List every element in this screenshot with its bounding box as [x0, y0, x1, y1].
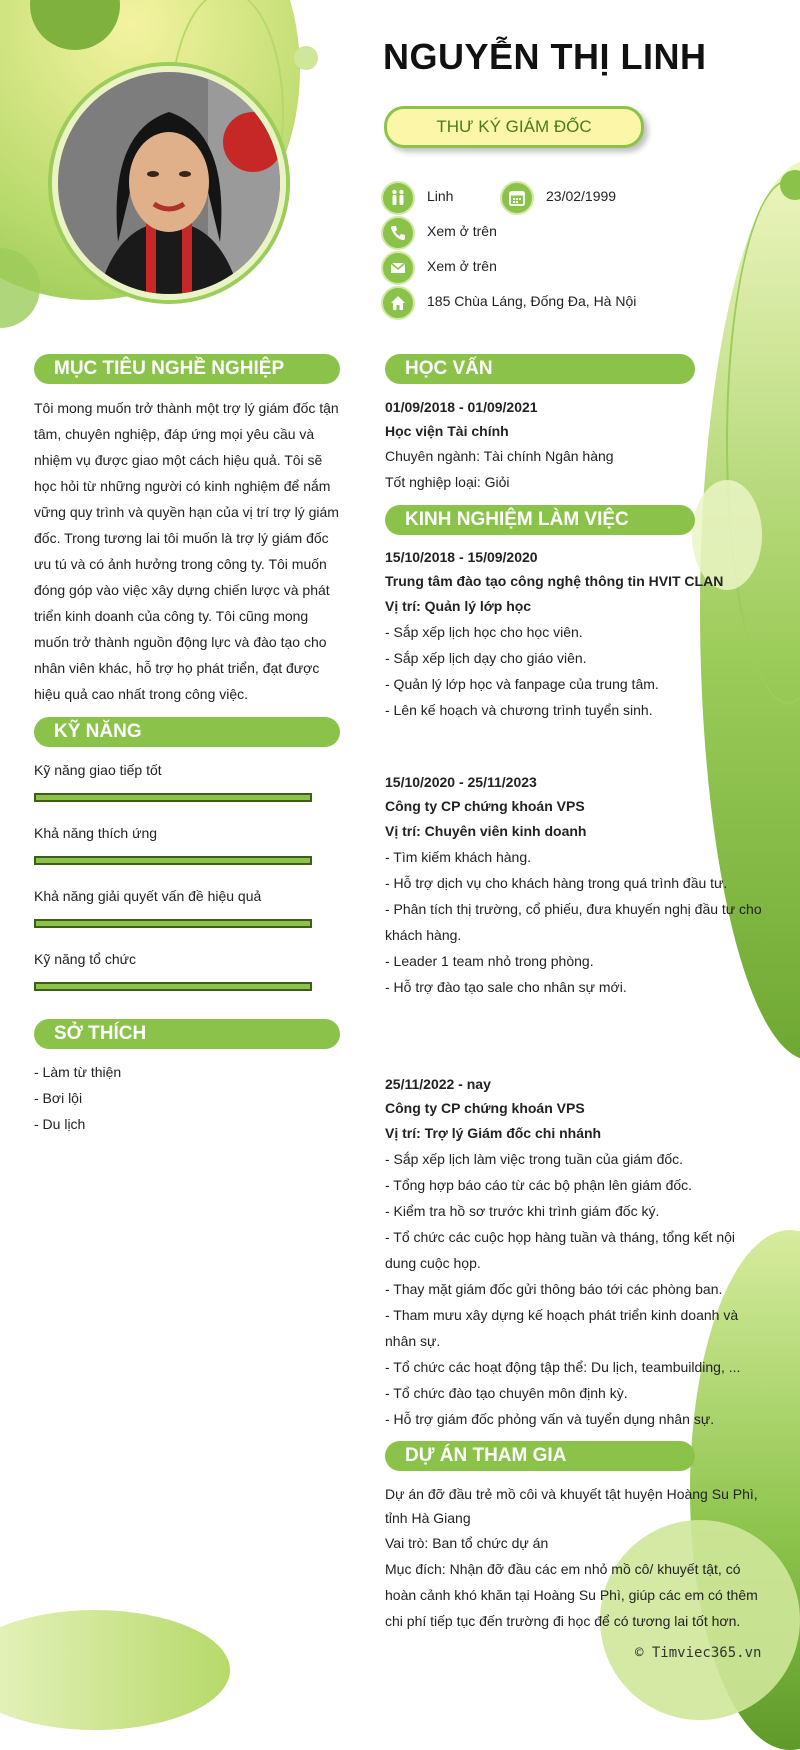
skill-label: Khả năng giải quyết vấn đề hiệu quả [34, 888, 262, 904]
job-position: Vị trí: Quản lý lớp học [385, 598, 532, 614]
job-duty: - Sắp xếp lịch làm việc trong tuần của giám đốc. [385, 1151, 684, 1167]
address-text: 185 Chùa Láng, Đống Đa, Hà Nội [427, 293, 637, 309]
job-period: 25/11/2022 - nay [385, 1076, 491, 1092]
education-period: 01/09/2018 - 01/09/2021 [385, 399, 538, 415]
education-heading: HỌC VẤN [385, 354, 695, 384]
objective-text [34, 395, 354, 707]
skills-heading: KỸ NĂNG [34, 717, 340, 747]
home-icon [381, 286, 415, 320]
job-position: Vị trí: Trợ lý Giám đốc chi nhánh [385, 1125, 602, 1141]
hobbies-heading: SỞ THÍCH [34, 1019, 340, 1049]
job-duty: - Hỗ trợ giám đốc phỏng vấn và tuyển dụng nhân sự. [385, 1411, 715, 1427]
skill-bar [34, 856, 312, 865]
job-duty: - Quản lý lớp học và fanpage của trung tâm. [385, 676, 659, 692]
hobby-item: - Bơi lội [34, 1090, 83, 1106]
objective-heading: MỤC TIÊU NGHỀ NGHIỆP [34, 354, 340, 384]
objective-line: đốc. Trong tương lai tôi muốn là trợ lý giám đốc [34, 530, 329, 546]
phone-text: Xem ở trên [427, 223, 497, 239]
email-text: Xem ở trên [427, 258, 497, 274]
decor-bottom-left [0, 1610, 230, 1730]
footer-credit[interactable]: © Timviec365.vn [635, 1645, 762, 1661]
project-line: tỉnh Hà Giang [385, 1510, 471, 1526]
job-period: 15/10/2018 - 15/09/2020 [385, 549, 538, 565]
skill-label: Khả năng thích ứng [34, 825, 158, 841]
projects-heading: DỰ ÁN THAM GIA [385, 1441, 695, 1471]
job-duty: - Tổ chức đào tạo chuyên môn định kỳ. [385, 1385, 628, 1401]
hobby-item: - Làm từ thiện [34, 1064, 122, 1080]
job-company: Công ty CP chứng khoán VPS [385, 1100, 585, 1116]
job-duty: - Sắp xếp lịch dạy cho giáo viên. [385, 650, 587, 666]
education-school: Học viện Tài chính [385, 423, 509, 439]
job-duty: - Lên kế hoạch và chương trình tuyển sinh. [385, 702, 653, 718]
education-grade: Tốt nghiệp loại: Giỏi [385, 474, 510, 490]
job-duty: - Phân tích thị trường, cổ phiếu, đưa khuyến nghị đầu tư cho [385, 901, 762, 917]
gender-text: Linh [427, 188, 454, 204]
birthday-text: 23/02/1999 [546, 188, 617, 204]
objective-line: học hỏi từ những người có kinh nghiệm để nắm [34, 478, 331, 494]
education-major: Chuyên ngành: Tài chính Ngân hàng [385, 448, 614, 464]
project-line: Dự án đỡ đầu trẻ mồ côi và khuyết tật huyện Hoàng Su Phì, [385, 1486, 758, 1502]
objective-line: muốn trở thành nguồn động lực và đào tạo cho [34, 634, 327, 650]
project-line: Mục đích: Nhận đỡ đầu các em nhỏ mồ cô/ khuyết tật, có [385, 1561, 741, 1577]
job-duty: nhân sự. [385, 1333, 441, 1349]
objective-line: Tôi mong muốn trở thành một trợ lý giám đốc tận [34, 400, 339, 416]
job-duty: khách hàng. [385, 927, 462, 943]
objective-line: nhiệm vụ được giao một cách hiệu quả. Tôi sẽ [34, 452, 323, 468]
objective-line: đóng góp vào việc xây dựng chiến lược và phát [34, 582, 330, 598]
job-company: Trung tâm đào tạo công nghệ thông tin HVIT CLAN [385, 573, 724, 589]
job-duty: - Sắp xếp lịch học cho học viên. [385, 624, 583, 640]
project-line: chi phí tiếp tục đến trường đi học để có tương lai tốt hơn. [385, 1613, 741, 1629]
skill-bar [34, 982, 312, 991]
avatar [52, 66, 286, 300]
phone-icon [381, 216, 415, 250]
skill-label: Kỹ năng tổ chức [34, 951, 136, 967]
job-duty: - Kiểm tra hồ sơ trước khi trình giám đốc ký. [385, 1203, 660, 1219]
gender-icon [381, 181, 415, 215]
objective-line: ưu tú và có ảnh hưởng trong công ty. Tôi muốn [34, 556, 327, 572]
job-duty: - Tổ chức các hoạt động tập thể: Du lịch, teambuilding, ... [385, 1359, 741, 1375]
objective-line: vững quy trình và quyền hạn của vị trí trợ lý giám [34, 504, 339, 520]
decor-bubble [294, 46, 318, 70]
objective-line: tâm, chuyên nghiệp, đáp ứng mọi yêu cầu và [34, 426, 315, 442]
job-duty: - Tổ chức các cuộc họp hàng tuần và tháng, tổng kết nội [385, 1229, 736, 1245]
project-line: hoàn cảnh khó khăn tại Hoàng Su Phì, giúp các em có thêm [385, 1587, 758, 1603]
job-duty: - Hỗ trợ đào tạo sale cho nhân sự mới. [385, 979, 627, 995]
objective-line: nhân viên khác, hỗ trợ họ phát triển, đạt được [34, 660, 320, 676]
skill-bar [34, 793, 312, 802]
job-company: Công ty CP chứng khoán VPS [385, 798, 585, 814]
skill-bar [34, 919, 312, 928]
job-duty: - Tổng hợp báo cáo từ các bộ phận lên giám đốc. [385, 1177, 693, 1193]
job-duty: - Tìm kiếm khách hàng. [385, 849, 532, 865]
hobby-item: - Du lịch [34, 1116, 86, 1132]
calendar-icon [500, 181, 534, 215]
project-line: Vai trò: Ban tổ chức dự án [385, 1535, 549, 1551]
experience-heading: KINH NGHIỆM LÀM VIỆC [385, 505, 695, 535]
candidate-name: NGUYỄN THỊ LINH [383, 36, 707, 77]
job-position: Vị trí: Chuyên viên kinh doanh [385, 823, 587, 839]
objective-line: triển kinh doanh của công ty. Tôi cũng mong [34, 608, 309, 624]
job-period: 15/10/2020 - 25/11/2023 [385, 774, 537, 790]
job-duty: - Thay mặt giám đốc gửi thông báo tới các phòng ban. [385, 1281, 723, 1297]
job-duty: - Tham mưu xây dựng kế hoạch phát triển kinh doanh và [385, 1307, 739, 1323]
objective-line: hiệu quả cao nhất trong công việc. [34, 686, 249, 702]
email-icon [381, 251, 415, 285]
job-title-pill: THƯ KÝ GIÁM ĐỐC [384, 106, 644, 148]
job-duty: dung cuộc họp. [385, 1255, 481, 1271]
job-duty: - Leader 1 team nhỏ trong phòng. [385, 953, 594, 969]
job-duty: - Hỗ trợ dịch vụ cho khách hàng trong quá trình đầu tư. [385, 875, 728, 891]
skill-label: Kỹ năng giao tiếp tốt [34, 762, 162, 778]
